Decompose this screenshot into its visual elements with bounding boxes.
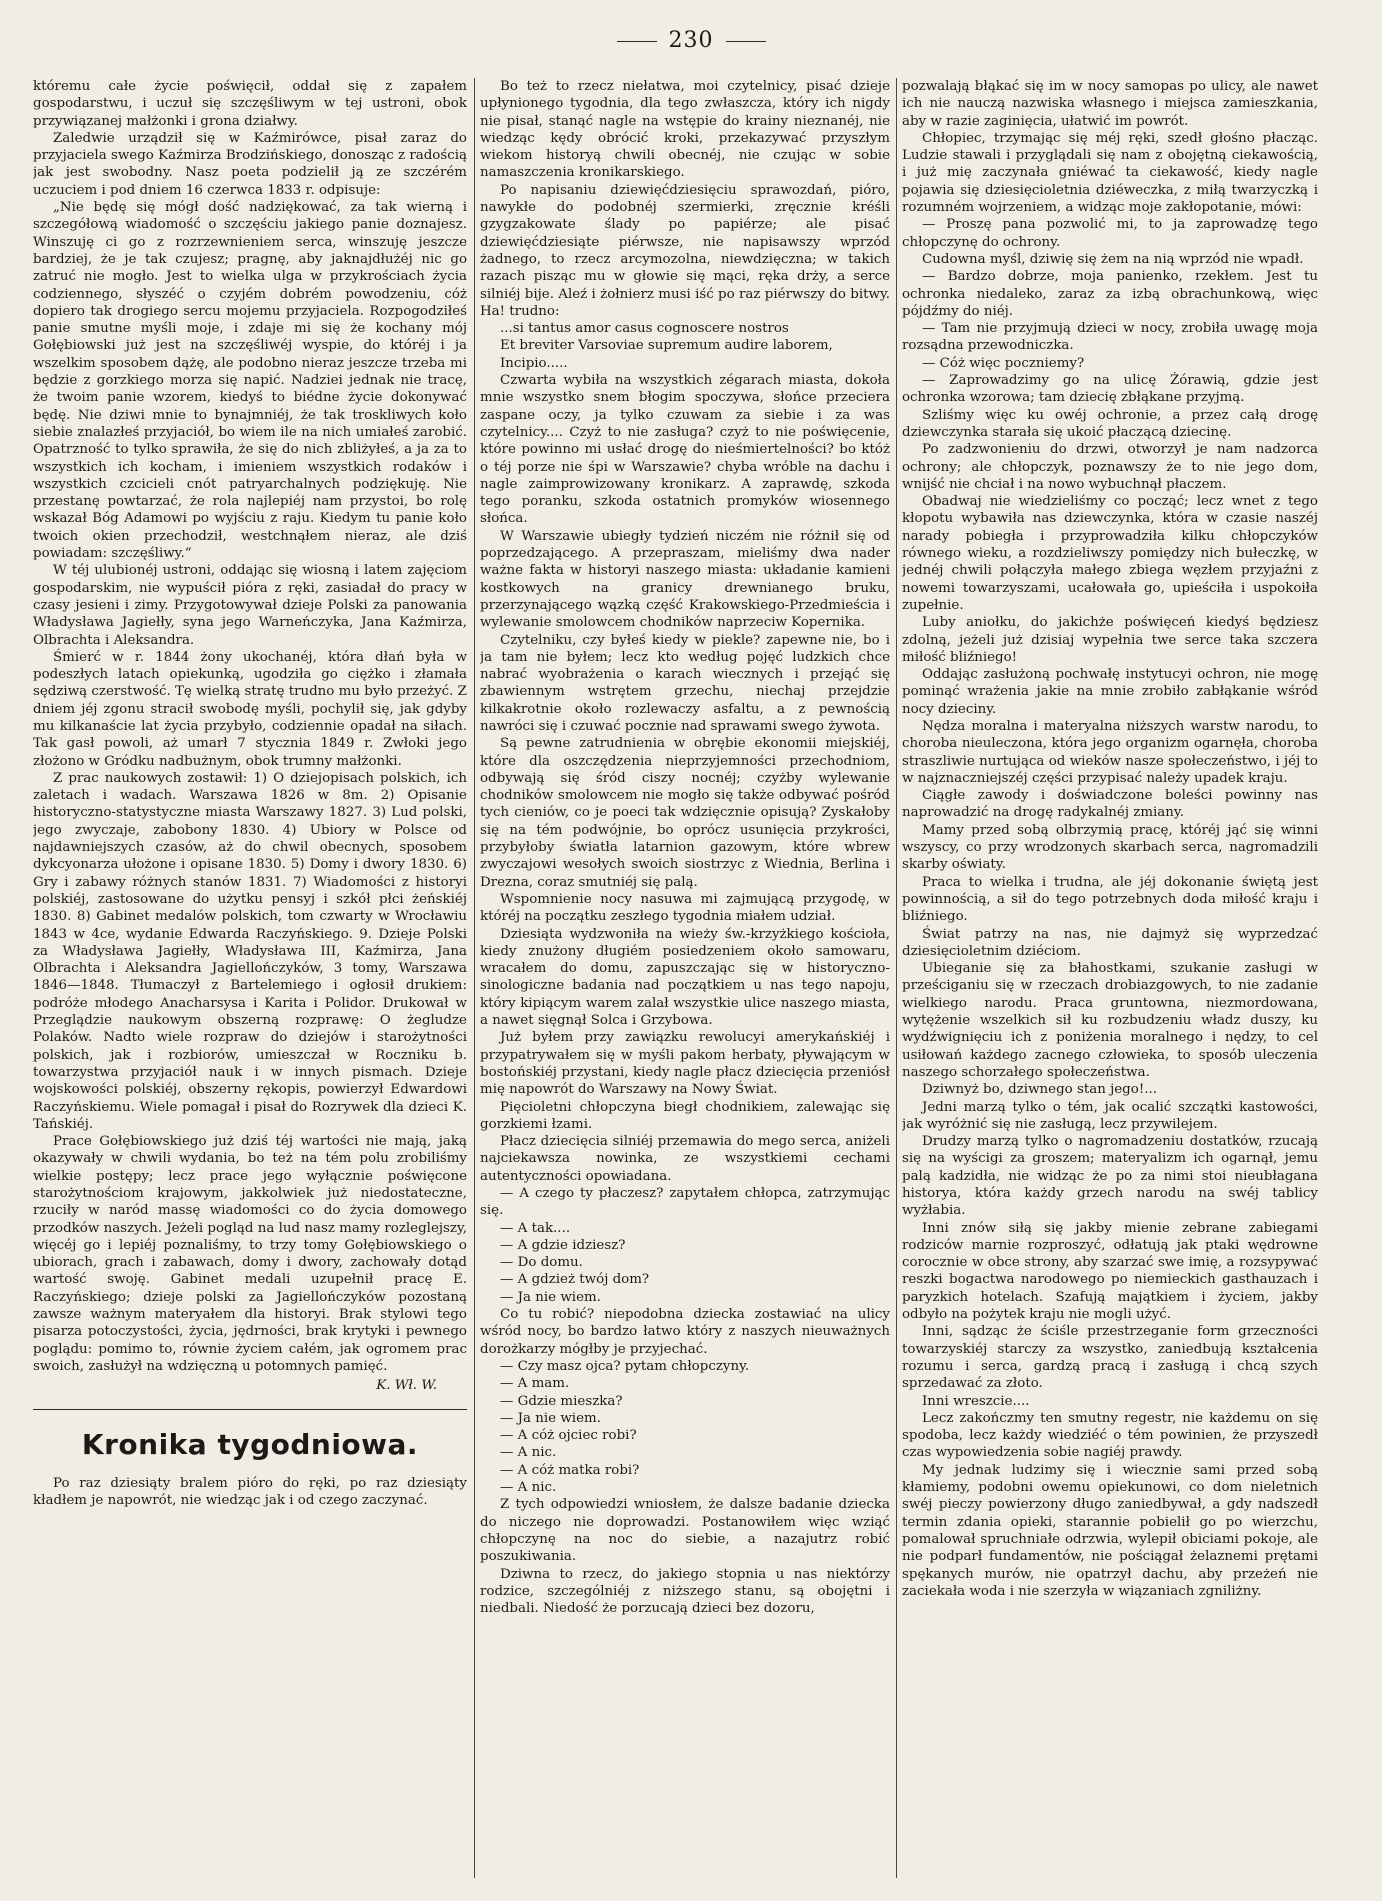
dialog-line: — Cóż więc poczniemy? bbox=[922, 355, 1085, 371]
column-divider bbox=[896, 78, 897, 1878]
paragraph: Zaledwie urządził się w Kaźmirówce, pisał zaraz do przyjaciela swego Kaźmirza Brodzińskiego, donosząc z radością jak jest swobodny. Nasz poeta podzielił ją ze szczérém uczuciem i pod dniem 16 czerwca 1833 r. odpisuje: bbox=[33, 130, 467, 198]
dialog-line: — Tam nie przyjmują dzieci w nocy, zrobiła uwagę moja rozsądna przewodniczka. bbox=[902, 321, 1318, 354]
dialog-line: — A gdzie idziesz? bbox=[500, 1237, 626, 1253]
paragraph: Świat patrzy na nas, nie dajmyż się wyprzedzać dziesięcioletnim dziéciom. bbox=[902, 926, 1318, 959]
section-title: Kronika tygodniowa. bbox=[81, 1427, 419, 1461]
paragraph: Bo też to rzecz niełatwa, moi czytelnicy, pisać dzieje upłynionego tygodnia, dla tego zwłaszcza, który ich nigdy nie pisał, stanąć nagle na wstępie do krainy nieznanéj, nie wiedząc kędy obrócić kroki, przekazywać przyszłym wiekom historyą chwili obecnéj, nie czując w sobie namaszczenia kronikarskiego. bbox=[480, 79, 890, 181]
author-signature: K. Wł. W. bbox=[376, 1378, 437, 1394]
column-3 bbox=[902, 78, 1318, 1878]
paragraph: Lecz zakończmy ten smutny regestr, nie każdemu on się spodoba, lecz każdy wiedziéć o tém powinien, że przyszedł czas wypowiedzenia sobie nagiéj prawdy. bbox=[902, 1410, 1318, 1461]
paragraph: Po napisaniu dziewięćdziesięciu sprawozdań, pióro, nawykłe do podobnéj szermierki, zręcznie kréśli gzygzakowate ślady po papiérze; ale pisać dziewięćdziesiąte piérwsze, nie napisawszy wprzód żadnego, to rzecz arcymozolna, niewdzięczna; w takich razach pisząc mu w głowie się mąci, ręka drży, a serce silniéj bije. Aleź i żołnierz musi iść po raz piérwszy do bitwy. Ha! trudno: bbox=[480, 182, 890, 319]
paragraph: Dziesiąta wydzwoniła na wieży św.-krzyżkiego kościoła, kiedy znużony długiém posiedzeniem około samowaru, wracałem do domu, zapuszczając się w historyczno-sinologiczne badania nad początkiem u nas tego napoju, który kipiącym warem zalał wszystkie ulice naszego miasta, a nawet sięgnął Solca i Grzybowa. bbox=[480, 926, 890, 1029]
paragraph: Szliśmy więc ku owéj ochronie, a przez całą drogę dziewczynka starała się ukoić płaczącą dziecinę. bbox=[902, 407, 1318, 440]
dialog-line: — A tak.... bbox=[500, 1220, 571, 1236]
paragraph: Oddając zasłużoną pochwałę instytucyi ochron, nie mogę pominąć wrażenia jakie na mnie zrobiło zabłąkanie wśród nocy dzieciny. bbox=[902, 667, 1318, 717]
paragraph: My jednak ludzimy się i wiecznie sami przed sobą kłamiemy, podobni owemu opiekunowi, co dom nieletnich swéj pieczy powierzony długo zaniedbywał, a gdy nadszedł termin zdania opieki, starannie pobielił go po wierzchu, pomalował spruchniałe odrzwia, wylepił obiciami pokoje, ale nie podparł fundamentów, nie pościągał żelaznemi prętami spękanych murów, nie opatrzył dachu, aby przeżeń nie zaciekała woda i nie szerzyła w wiązaniach zgniliżny. bbox=[902, 1462, 1318, 1599]
dialog-line: — Ja nie wiem. bbox=[500, 1410, 601, 1426]
paragraph: Po zadzwonieniu do drzwi, otworzył je nam nadzorca ochrony; ale chłopczyk, poznawszy że to nie jego dom, wnijść nie chciał i na nowo wybuchnął płaczem. bbox=[902, 442, 1318, 492]
column-2 bbox=[480, 78, 890, 1878]
paragraph: Z tych odpowiedzi wniosłem, że dalsze badanie dziecka do niczego nie doprowadzi. Postanowiłem więc wziąć chłopczynę na noc do siebie, a nazajutrz robić poszukiwania. bbox=[480, 1497, 890, 1565]
paragraph: pozwalają błąkać się im w nocy samopas po ulicy, ale nawet ich nie nauczą nazwiska własnego i miejsca zamieszkania, aby w razie zaginięcia, ułatwić im powrót. bbox=[902, 79, 1318, 129]
dialog-line: — Ja nie wiem. bbox=[500, 1289, 601, 1305]
paragraph: Wspomnienie nocy nasuwa mi zajmującą przygodę, w któréj na początku zeszłego tygodnia miałem udział. bbox=[480, 891, 890, 925]
paragraph: Ubieganie się za błahostkami, szukanie zasługi w prześciganiu się w rzeczach drobiazgowych, to nie zadanie wielkiego narodu. Praca gruntowna, niezmordowana, wytężenie wszelkich sił ku rozbudzeniu władz duszy, ku wydźwignięciu ich z poniżenia moralnego i nędzy, to cel usiłowań każdego zacnego człowieka, to sposób uleczenia naszego schorzałego społeczeństwa. bbox=[902, 961, 1318, 1080]
paragraph: Już byłem przy zawiązku rewolucyi amerykańskiéj i przypatrywałem się w myśli pakom herbaty, pływającym w bostońskiéj przystani, kiedy nagle płacz dziecięcia przeniósł mię napowrót do Warszawy na Nowy Świat. bbox=[480, 1030, 890, 1098]
column-divider bbox=[474, 78, 475, 1878]
paragraph: W Warszawie ubiegły tydzień niczém nie różnił się od poprzedzającego. A przepraszam, mieliśmy dwa nader ważne fakta w historyi naszego miasta: układanie kamieni kostkowych na granicy drewnianego bruku, przerzynającego wązką część Krakowskiego-Przedmieścia i wylewanie smolowcem chodników naprzeciw Kopernika. bbox=[480, 528, 890, 631]
paragraph: Z prac naukowych zostawił: 1) O dziejopisach polskich, ich zaletach i wadach. Warszawa 1826 w 8m. 2) Opisanie historyczno-statystyczne miasta Warszawy 1827. 3) Lud polski, jego zwyczaje, zabobony 1830. 4) Ubiory w Polsce od najdawniejszych czasów, aż do chwil obecnych, sposobem dykcyonarza ułożone i opisane 1830. 5) Domy i dwory 1830. 6) Gry i zabawy różnych stanów 1831. 7) Wiadomości z historyi polskiéj, zastosowane do użytku pensyj i szkół płci żeńskiéj 1830. 8) Gabinet medalów polskich, tom czwarty w Wrocławiu 1843 w 4ce, wydanie Edwarda Raczyńskiego. 9. Dzieje Polski za Władysława Jagiełły, Władysława III, Kaźmirza, Jana Olbrachta i Aleksandra Jagiellończyków, 3 tomy, Warszawa 1846—1848. Tłumaczył z Bartelemiego i ogłosił drukiem: podróże młodego Anacharsysa i Karita i Polidor. Drukował w Przeglądzie naukowym obszerną rozprawę: O żegludze Polaków. Nadto wiele rozpraw do dziejów i starożytności polskich, jak i rozbiorów, umieszczał w Roczniku b. towarzystwa przyjaciół nauk i w innych pismach. Dzieje wojskowości polskiéj, obszerny rękopis, powierzył Edwardowi Raczyńskiemu. Wiele pomagał i pisał do Rozrywek dla dzieci K. Tańskiéj. bbox=[33, 770, 467, 1132]
paragraph: Praca to wielka i trudna, ale jéj dokonanie świętą jest powinnością, a sił do tego potrzebnych doda miłość kraju i bliźniego. bbox=[902, 874, 1318, 925]
paragraph: Pięcioletni chłopczyna biegł chodnikiem, zalewając się gorzkiemi łzami. bbox=[480, 1099, 890, 1132]
dialog-line: — Zaprowadzimy go na ulicę Żórawią, gdzie jest ochronka wzorowa; tam dziecię zbłąkane przyjmą. bbox=[902, 373, 1318, 406]
page-number: 230 bbox=[0, 28, 1382, 53]
dialog-line: — Czy masz ojca? pytam chłopczyny. bbox=[500, 1358, 750, 1374]
dialog-line: — A czego ty płaczesz? zapytałem chłopca, zatrzymując się. bbox=[480, 1186, 890, 1219]
dialog-line: — Proszę pana pozwolić mi, to ja zaprowadzę tego chłopczynę do ochrony. bbox=[902, 217, 1318, 250]
dialog-line: — A cóż matka robi? bbox=[500, 1462, 640, 1478]
paragraph: Prace Gołębiowskiego już dziś téj wartości nie mają, jaką okazywały w chwili wydania, bo też na tém polu zrobiliśmy wielkie postępy; lecz prace jego wyłącznie poświęcone starożytnościom krajowym, jakkolwiek już niedostateczne, rzuciły w naród massę wiadomości co do życia domowego przodków naszych. Jeżeli pogląd na lud nasz mamy rozleglejszy, więcéj go i lepiéj poznaliśmy, to trzy tomy Gołębiowskiego o ubiorach, grach i zabawach, domy i dwory, zachowały dotąd wartość swoję. Gabinet medali uzupełnił pracę E. Raczyńskiego; dzieje polski za Jagiellończyków pozostaną zawsze ważnym materyałem dla historyi. Brak stylowi tego pisarza potoczystości, życia, jędrności, brak krytyki i pewnego poglądu: pomimo to, równie życiem całém, jak ogromem prac swoich, zasłużył na wdzięczną u potomnych pamięć. bbox=[33, 1134, 467, 1374]
paragraph: Czwarta wybiła na wszystkich zégarach miasta, dokoła mnie wszystko snem błogim spoczywa, słońce przeciera zaspane oczy, ja tylko czuwam za siebie i za was czytelnicy.... Czyż to nie zasługa? czyż to nie poświęcenie, które powinno mi usłać drogę do nieśmiertelności? bo któż o téj porze nie śpi w Warszawie? chyba wróble na dachu i nagle zaimprowizowany kronikarz. A zaprawdę, szkoda tego poranku, szkoda ostatnich promyków wiosennego słońca. bbox=[480, 373, 890, 527]
paragraph: Co tu robić? niepodobna dziecka zostawiać na ulicy wśród nocy, bo bardzo łatwo który z naszych nieuważnych dorożkarzy mógłby je przyjechać. bbox=[480, 1307, 890, 1357]
dialog-line: — A cóż ojciec robi? bbox=[500, 1428, 637, 1444]
paragraph: Czytelniku, czy byłeś kiedy w piekle? zapewne nie, bo i ja tam nie byłem; lecz kto według pojęć ludzkich chce nabrać wyobrażenia o karach wiecznych i przejąć się zbawiennym wstrętem grzechu, niechaj przejdzie kilkakrotnie około rozlewaczy asfaltu, a z pewnością nawróci się i czuwać pocznie nad sprawami swego żywota. bbox=[480, 632, 890, 734]
paragraph: Inni znów siłą się jakby mienie zebrane zabiegami rodziców marnie rozproszyć, odłatują jak ptaki wędrowne corocznie w obce strony, aby szarzać swe imię, a rozsypywać reszki bogactwa narodowego po niemieckich gasthauzach i paryzkich hotelach. Szafują majątkiem i życiem, jakby odbyło na pożytek kraju nie mogli użyć. bbox=[902, 1220, 1318, 1323]
verse-line: Incipio..... bbox=[500, 355, 568, 371]
verse-line: ...si tantus amor casus cognoscere nostros bbox=[500, 321, 789, 337]
paragraph: Nędza moralna i materyalna niższych warstw narodu, to choroba nieuleczona, która jego organizm ogarnęła, choroba straszliwie nurtująca od wieków nasze społeczeństwo, i jéj to w najznaczniejszéj części przypisać należy upadek kraju. bbox=[902, 718, 1318, 786]
dialog-line: — A nic. bbox=[500, 1445, 557, 1461]
paragraph: Płacz dziecięcia silniéj przemawia do mego serca, aniżeli najciekawsza nowinka, ze wszystkiemi cechami autentyczności opowiadana. bbox=[480, 1134, 890, 1184]
dialog-line: — A gdzież twój dom? bbox=[500, 1272, 650, 1288]
paragraph: Jedni marzą tylko o tém, jak ocalić szczątki kastowości, jak wyróżnić się nie zasługą, lecz przywilejem. bbox=[902, 1099, 1318, 1132]
dialog-line: — Bardzo dobrze, moja panienko, rzekłem. Jest tu ochronka niedaleko, zaraz za izbą obrachunkową, więc pójdźmy do niéj. bbox=[902, 269, 1318, 319]
paragraph: Po raz dziesiąty bralem pióro do ręki, po raz dziesiąty kładłem je napowrót, nie wiedząc jak i od czego zaczynać. bbox=[33, 1475, 467, 1509]
paragraph: Ciągłe zawody i doświadczone boleści powinny nas naprowadzić na drogę radykalnéj zmiany. bbox=[902, 788, 1318, 821]
paragraph: Obadwaj nie wiedzieliśmy co począć; lecz wnet z tego kłopotu wybawiła nas dziewczynka, która w czasie naszéj narady pobiegła i przyprowadziła kilku chłopczyków równego wieku, a rozdzieliwszy pomiędzy nich bułeczkę, w jednéj chwili połączyła małego zbiega węzłem przyjaźni z nowemi towarzyszami, ucałowała go, upieściła i uspokoiła zupełnie. bbox=[902, 494, 1318, 613]
paragraph: Mamy przed sobą olbrzymią pracę, któréj jąć się winni wszyscy, co przy wrodzonych skarbach serca, nagromadzili skarby oświaty. bbox=[902, 822, 1318, 873]
paragraph: Inni wreszcie.... bbox=[922, 1393, 1030, 1409]
dialog-line: — Gdzie mieszka? bbox=[500, 1393, 623, 1409]
dialog-line: — A nic. bbox=[500, 1480, 557, 1496]
paragraph: Dziwnyż bo, dziwnego stan jego!... bbox=[922, 1082, 1157, 1098]
paragraph: Drudzy marzą tylko o nagromadzeniu dostatków, rzucają się na wyścigi za groszem; materyalizm ich ogarnął, jemu palą kadzidła, nie widząc że po za nimi stoi nieubłagana historya, która każdy grzech narodu na swéj tablicy wyżłabia. bbox=[902, 1134, 1318, 1219]
paragraph: Są pewne zatrudnienia w obrębie ekonomii miejskiéj, które dla oszczędzenia nieprzyjemności przechodniom, odbywają się śród ciszy nocnéj; czyżby wylewanie chodników smolowcem nie mogło się także odbywać pośród tych cieniów, co je poeci tak wdzięcznie opisują? Zyskałoby się na tém podwójnie, bo oprócz usunięcia przykrości, przybyłoby światła latarnion gazowym, które wbrew zwyczajowi wesołych swoich siostrzyc z Wiednia, Berlina i Drezna, coraz smutniéj się palą. bbox=[480, 736, 890, 890]
paragraph: „Nie będę się mógł dość nadziękować, za tak wierną i szczegółową wiadomość o szczęściu jakiego panie doznajesz. Winszuję ci go z rozrzewnieniem serca, winszuję jeszcze bardziej, że je tak czujesz; pragnę, aby jaknajdłużéj nic go zatruć nie mogło. Jest to wielka ulga w przykrościach życia codziennego, słyszéć o czyjém dobrém powodzeniu, cóż dopiero tak drogiego sercu mojemu przyjaciela. Rozpogodziłeś panie smutne myśli moje, i zdaje mi się że kochany mój Gołębiowski już jest na szczęśliwéj wyspie, do któréj i ja wszelkim sposobem dążę, ale podobno nieraz jeszcze trzeba mi będzie z gorzkiego morza się napić. Nadziei jednak nie tracę, że twoim panie wzorem, kiedyś to biédne życie dokonywać będę. Nie dziwi mnie to bynajmniéj, że tak troskliwych koło siebie znalazłeś przyjaciół, bo wiem ile na nich umiałeś zarobić. Opatrzność to tylko sprawiła, że się do nich zbliżyłeś, a ja za to wszystkich ich kocham, i imieniem wszystkich rodaków i wszystkich czcicieli cnót patryarchalnych podziękuję. Nie przestanę powtarzać, że rola najlepiéj nam przystoi, bo rolę wskazał Bóg Adamowi po wyjściu z raju. Kiedym tu panie koło twoich okien przechodził, westchnąłem nieraz, ale dziś powiadam: szczęśliwy.“ bbox=[33, 200, 467, 562]
paragraph: któremu całe życie poświęcił, oddał się z zapałem gospodarstwu, i uczuł się szczęśliwym w tej ustroni, obok przywiązanej małżonki i grona działwy. bbox=[33, 79, 467, 129]
column-1 bbox=[33, 78, 467, 1878]
section-divider bbox=[33, 1409, 467, 1410]
verse-line: Et breviter Varsoviae supremum audire laborem, bbox=[500, 338, 833, 354]
paragraph: Luby aniołku, do jakichże poświęceń kiedyś będziesz zdolną, jeżeli już dzisiaj wypełnia twe serce taka szczera miłość bliźniego! bbox=[902, 615, 1318, 665]
paragraph: Chłopiec, trzymając się méj ręki, szedł głośno płacząc. Ludzie stawali i przyglądali się nam z obojętną ciekawością, i już mię zaczynała gniéwać ta ciekawość, kiedy nagle pojawia się dziesięcioletnia dziéweczka, z miłą twarzyczką i rozumném wojrzeniem, a widząc moje zakłopotanie, mówi: bbox=[902, 130, 1318, 216]
paragraph: Śmierć w r. 1844 żony ukochanéj, która dłań była w podeszłych latach opiekunką, ugodziła go ciężko i złamała sędziwą czerstwość. Tę wielką stratę trudno mu było przeżyć. Z dniem jéj zgonu stracił swobodę myśli, pochylił się, jak gdyby mu kilkanaście lat życia przybyło, codziennie opadał na siłach. Tak gasł powoli, aż umarł 7 stycznia 1849 r. Zwłoki jego złożono w Gródku nadbużnym, obok trumny małżonki. bbox=[33, 649, 467, 769]
paragraph: W téj ulubionéj ustroni, oddając się wiosną i latem zajęciom gospodarskim, nie wypuścił pióra z ręki, zasiadał do pracy w czasy jesieni i zimy. Przygotowywał dzieje Polski za panowania Władysława Jagiełły, syna jego Warneńczyka, Jana Kaźmirza, Olbrachta i Aleksandra. bbox=[33, 563, 467, 648]
paragraph: Dziwna to rzecz, do jakiego stopnia u nas niektórzy rodzice, szczególniéj z niższego stanu, są obojętni i niedbali. Niedość że porzucają dzieci bez dozoru, bbox=[480, 1566, 890, 1617]
dialog-line: — A mam. bbox=[500, 1376, 570, 1392]
dialog-line: — Do domu. bbox=[500, 1255, 583, 1271]
paragraph: Cudowna myśl, dziwię się żem na nią wprzód nie wpadł. bbox=[922, 251, 1304, 267]
paragraph: Inni, sądząc że ściśle przestrzeganie form grzeczności towarzyskiéj starczy za wszystko, zaniedbują kształcenia rozumu i serca, gardzą pracą i zasługą i chcą szych sprzedawać za złoto. bbox=[902, 1324, 1318, 1392]
